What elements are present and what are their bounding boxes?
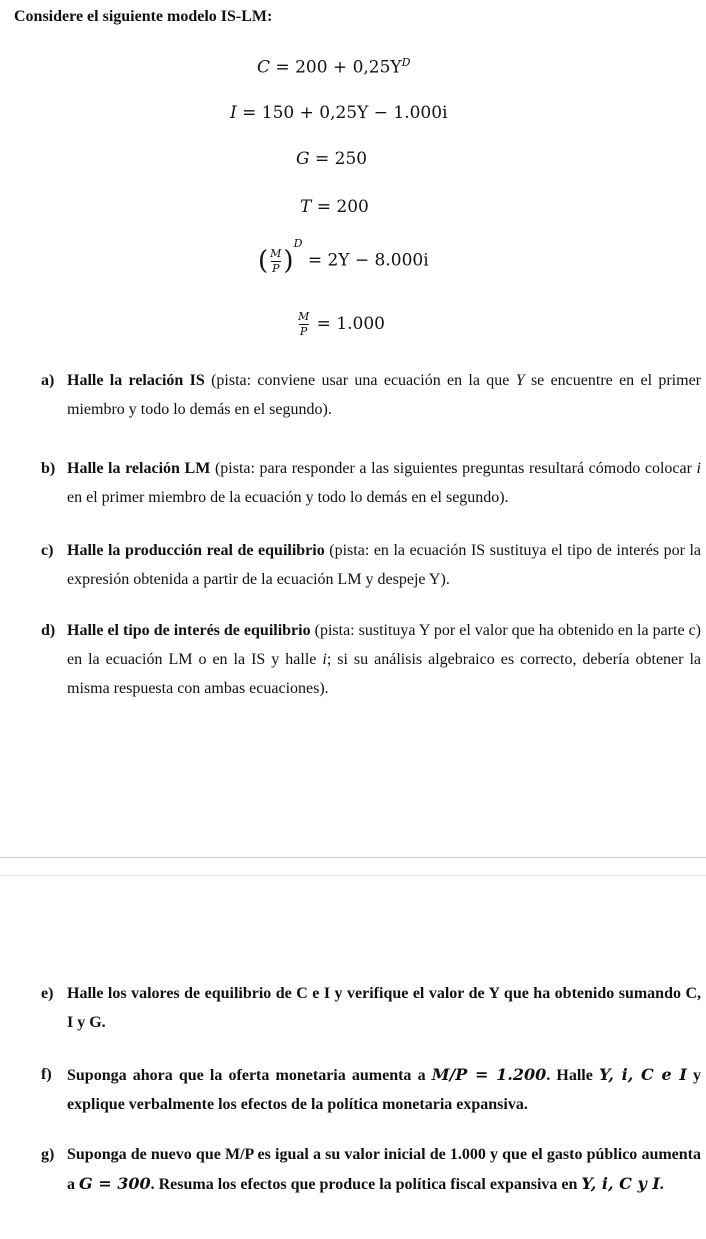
eq-sup: D (401, 56, 411, 69)
fraction: $\frac{M}{P}$ (298, 310, 310, 338)
item-text: Halle los valores de equilibrio de C e I y verifique el valor de Y que ha obtenido sumando C, I y G. (67, 985, 701, 1031)
question-c: c) Halle la producción real de equilibrio (pista: en la ecuación IS sustituya el tipo de interés por la expresión obtenida a partir de la ecuación LM y despeje Y). (41, 536, 701, 594)
question-a: a) Halle la relación IS (pista: conviene usar una ecuación en la que Y se encuentre en el primer miembro y todo lo demás en el segundo). (41, 366, 701, 424)
question-g: g) Suponga de nuevo que M/P es igual a su valor inicial de 1.000 y que el gasto público aumenta a G = 300. Resuma los efectos que produce la política fiscal expansiva en Y, i, C y I. (41, 1140, 701, 1199)
eq-rhs: = 200 + 0,25Y (275, 57, 402, 78)
eq-lhs: I (230, 103, 237, 123)
page-title: Considere el siguiente modelo IS-LM: (14, 8, 273, 25)
item-letter: a) (41, 372, 55, 389)
item-letter: g) (41, 1146, 55, 1163)
eq-rhs: = 200 (316, 197, 369, 217)
page-separator-bottom (0, 875, 706, 876)
equation-consumption (257, 56, 410, 78)
question-d: d) Halle el tipo de interés de equilibrio (pista: sustituya Y por el valor que ha obtenido en la parte c) en la ecuación LM o en la IS y halle i; si su análisis algebraico es correcto, debería obtener la misma respuesta con ambas ecuaciones). (41, 616, 701, 703)
question-e (41, 979, 701, 1037)
eq-rhs: = 1.000 (316, 314, 385, 334)
equation-government (296, 149, 367, 169)
fraction: $\frac{M}{P}$ (270, 246, 282, 275)
equation-taxes (300, 197, 369, 217)
equation-investment (230, 103, 448, 123)
item-letter: e) (41, 985, 54, 1002)
equation-money-supply (296, 311, 385, 338)
item-letter: d) (41, 622, 56, 639)
eq-rhs: = 150 + 0,25Y − 1.000i (242, 103, 448, 123)
eq-rhs: = 250 (315, 149, 368, 169)
item-letter: f) (41, 1066, 52, 1083)
eq-lhs: G (296, 149, 310, 169)
eq-lhs: C (257, 57, 271, 78)
question-f: f) Suponga ahora que la oferta monetaria aumenta a M/P = 1.200. Halle Y, i, C e I y explique verbalmente los efectos de la política monetaria expansiva. (41, 1060, 701, 1119)
eq-rhs: = 2Y − 8.000i (307, 250, 429, 271)
equation-money-demand: ( $\frac{M}{P}$ )$^D$ = 2Y − 8.000i (258, 236, 429, 276)
page-separator-top (0, 857, 706, 858)
question-b: b) Halle la relación LM (pista: para responder a las siguientes preguntas resultará cómodo colocar i en el primer miembro de la ecuación y todo lo demás en el segundo). (41, 454, 701, 512)
eq-lhs: T (300, 197, 312, 217)
item-letter: b) (41, 460, 56, 477)
eq-sup: D (293, 236, 303, 250)
item-letter: c) (41, 542, 54, 559)
